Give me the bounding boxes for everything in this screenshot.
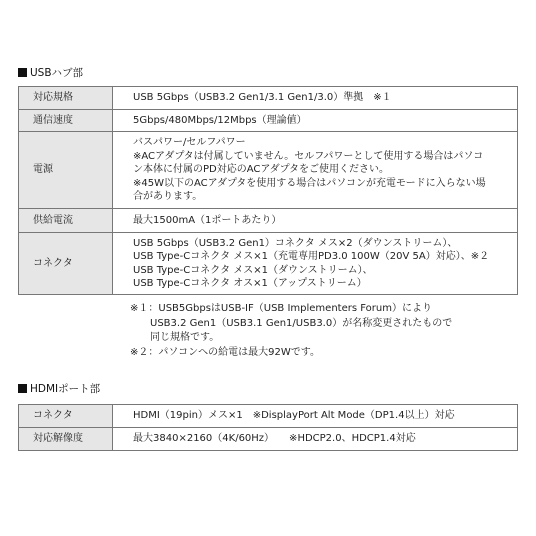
square-bullet-icon <box>18 68 27 77</box>
value-line: ※ACアダプタは付属していません。セルフパワーとして使用する場合はパソコ <box>133 150 484 162</box>
usb-section-title <box>18 66 83 80</box>
usb-footnotes <box>130 302 452 360</box>
table-row <box>19 132 518 209</box>
row-label: 対応解像度 <box>19 428 113 451</box>
table-row <box>19 110 518 132</box>
hdmi-spec-table <box>18 404 518 451</box>
table-row <box>19 428 518 451</box>
square-bullet-icon <box>18 384 27 393</box>
table-row <box>19 87 518 110</box>
row-value <box>113 110 518 132</box>
value-line: 5Gbps/480Mbps/12Mbps（理論値） <box>133 114 307 126</box>
value-line: USB Type-Cコネクタ メス×1（充電専用PD3.0 100W（20V 5A）対応）、※２ <box>133 251 490 262</box>
usb-section-title-text: USBハブ部 <box>30 67 84 79</box>
table-row <box>19 233 518 295</box>
footnote-line: 同じ規格です。 <box>150 332 220 343</box>
value-line: ※45W以下のACアダプタを使用する場合はパソコンが充電モードに入らない場 <box>133 177 486 189</box>
row-label: 対応規格 <box>19 87 113 110</box>
value-line: 合があります。 <box>133 191 203 203</box>
value-line: バスパワー/セルフパワー <box>133 137 246 149</box>
row-value <box>113 233 518 295</box>
value-line: ン本体に付属のPD対応のACアダプタをご使用ください。 <box>133 164 389 176</box>
row-label: 電源 <box>19 132 113 209</box>
hdmi-section-title <box>18 382 100 396</box>
footnote-line: ※１：USB5GbpsはUSB-IF（USB Implementers Forum）により <box>130 303 432 314</box>
row-value <box>113 428 518 451</box>
value-line: 最大3840×2160（4K/60Hz） ※HDCP2.0、HDCP1.4対応 <box>133 433 416 445</box>
row-value <box>113 405 518 428</box>
value-line: USB Type-Cコネクタ オス×1（アップストリーム） <box>133 278 367 289</box>
usb-spec-table <box>18 86 518 295</box>
row-value <box>113 87 518 110</box>
value-line: USB 5Gbps（USB3.2 Gen1）コネクタ メス×2（ダウンストリーム）、 <box>133 237 458 249</box>
row-label: 供給電流 <box>19 209 113 233</box>
value-line: USB Type-Cコネクタ メス×1（ダウンストリーム）、 <box>133 264 373 276</box>
row-value <box>113 132 518 209</box>
table-row <box>19 405 518 428</box>
footnote-line: USB3.2 Gen1（USB3.1 Gen1/USB3.0）が名称変更されたもので <box>150 317 453 329</box>
hdmi-section-title-text: HDMIポート部 <box>30 383 101 395</box>
table-row <box>19 209 518 233</box>
row-label: コネクタ <box>19 233 113 295</box>
row-label: コネクタ <box>19 405 113 428</box>
value-line: USB 5Gbps（USB3.2 Gen1/3.1 Gen1/3.0）準拠 ※１ <box>133 92 392 104</box>
value-line: 最大1500mA（1ポートあたり） <box>133 214 282 226</box>
value-line: HDMI（19pin）メス×1 ※DisplayPort Alt Mode（DP1.4以上）対応 <box>133 410 455 422</box>
row-label: 通信速度 <box>19 110 113 132</box>
footnote-line: ※２：パソコンへの給電は最大92Wです。 <box>130 346 320 358</box>
row-value <box>113 209 518 233</box>
